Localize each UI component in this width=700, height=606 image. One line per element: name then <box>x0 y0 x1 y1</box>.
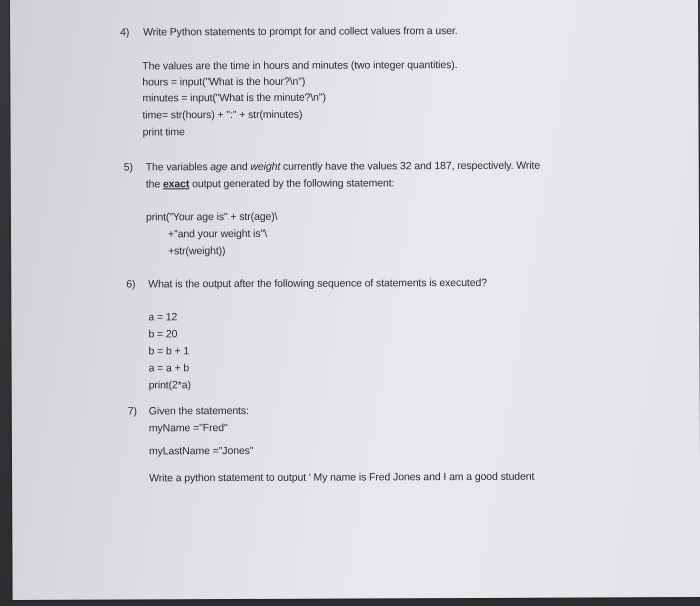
q6-code-line: b = 20 <box>148 328 178 341</box>
q6-code-line: a = a + b <box>148 362 190 375</box>
q5-prompt-line2: the exact output generated by the following statement: <box>145 177 395 191</box>
q7-statement: myName ="Fred" <box>148 422 228 435</box>
q5-code-line: +"and your weight is"\ <box>167 227 267 241</box>
q7-task: Write a python statement to output ' My name is Fred Jones and I am a good student <box>149 470 535 485</box>
q4-code-line: hours = input("What is the hour?\n") <box>142 75 306 89</box>
q7-number: 7) <box>127 405 137 418</box>
worksheet-page <box>10 0 700 600</box>
q5-var-age: age <box>210 161 228 174</box>
q6-code-line: b = b + 1 <box>148 345 190 358</box>
q5-code-line: +str(weight)) <box>168 245 226 258</box>
q5-var-weight: weight <box>250 160 281 173</box>
q6-code-line: print(2*a) <box>148 379 191 392</box>
q4-prompt: Write Python statements to prompt for and collect values from a user. <box>143 25 458 39</box>
q4-code-line: print time <box>142 126 185 139</box>
q4-number: 4) <box>120 26 130 39</box>
q5-code-line: print("Your age is" + str(age)\ <box>145 210 278 224</box>
q6-code-line: a = 12 <box>148 311 178 324</box>
q7-prompt: Given the statements: <box>148 404 249 418</box>
q4-description: The values are the time in hours and minutes (two integer quantities). <box>142 59 458 73</box>
q5-exact-emphasis: exact <box>162 178 190 191</box>
q5-prompt-line1: The variables age and weight currently have the values 32 and 187, respectively. Write <box>145 159 541 174</box>
q6-number: 6) <box>126 278 136 291</box>
q4-code-line: minutes = input("What is the minute?\n") <box>142 91 326 105</box>
q7-statement: myLastName ="Jones" <box>148 444 254 458</box>
q5-number: 5) <box>123 161 133 174</box>
q4-code-line: time= str(hours) + ":" + str(minutes) <box>142 108 303 122</box>
q6-prompt: What is the output after the following sequence of statements is executed? <box>148 276 487 291</box>
